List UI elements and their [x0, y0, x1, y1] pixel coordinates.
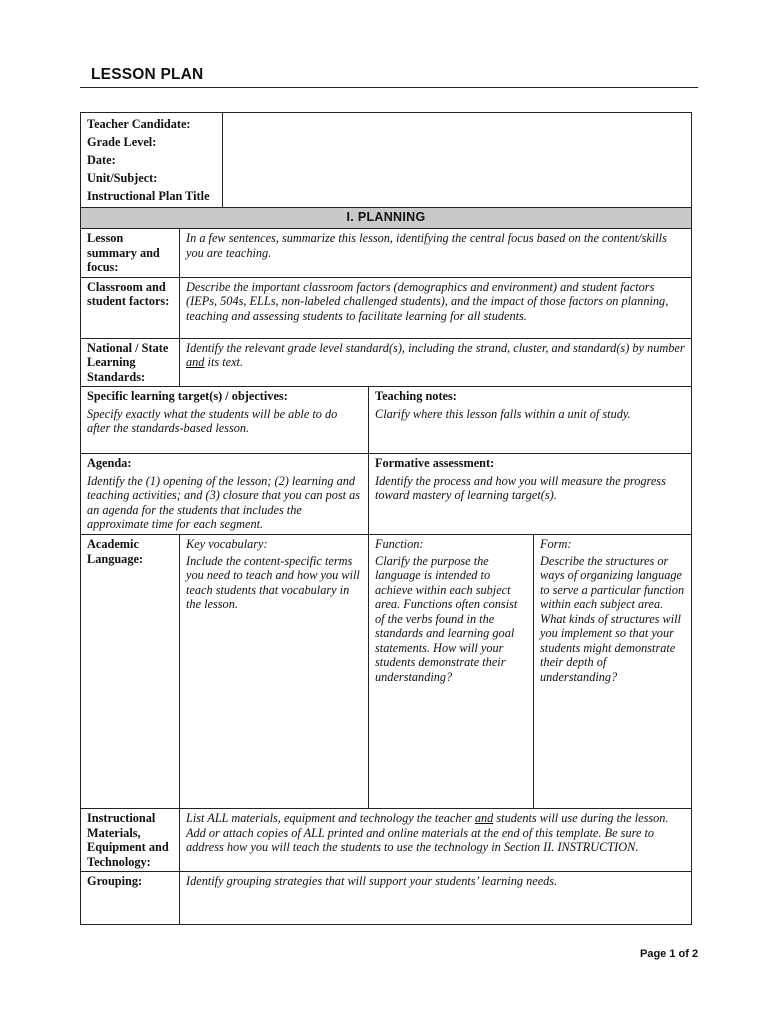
materials-text: [180, 809, 692, 872]
lesson-summary-text: In a few sentences, summarize this lesson, identifying the central focus based on the content/skills you are teaching.: [180, 229, 692, 278]
objectives-row: [81, 387, 692, 454]
materials-label: Instructional Materials, Equipment and Technology:: [81, 809, 180, 872]
function-cell: [369, 535, 534, 809]
form-heading: Form:: [540, 537, 572, 551]
info-labels-cell: [81, 113, 223, 208]
standards-text-after: its text.: [204, 355, 244, 369]
teacher-candidate-label: Teacher Candidate:: [87, 117, 191, 131]
grouping-label: Grouping:: [81, 872, 180, 925]
function-heading: Function:: [375, 537, 424, 551]
formative-assessment-text: Identify the process and how you will measure the progress toward mastery of learning target(s).: [375, 473, 666, 502]
grouping-row: [81, 872, 692, 925]
grouping-text: Identify grouping strategies that will support your students’ learning needs.: [180, 872, 692, 925]
agenda-label: Agenda:: [87, 456, 132, 470]
materials-text-before: List ALL materials, equipment and technology the teacher: [186, 811, 475, 825]
form-cell: [534, 535, 692, 809]
grade-level-label: Grade Level:: [87, 135, 157, 149]
teaching-notes-text: Clarify where this lesson falls within a unit of study.: [375, 406, 631, 421]
key-vocabulary-heading: Key vocabulary:: [186, 537, 268, 551]
key-vocabulary-cell: [180, 535, 369, 809]
formative-assessment-label: Formative assessment:: [375, 456, 495, 470]
materials-text-and: and: [474, 811, 494, 825]
classroom-factors-label: Classroom and student factors:: [81, 277, 180, 338]
function-text: Clarify the purpose the language is intended to achieve within each subject area. Functions often consist of the verbs found in the standards and learning goal statements. How will your students demonstrate their understanding?: [375, 553, 518, 684]
materials-row: [81, 809, 692, 872]
agenda-cell: [81, 454, 369, 535]
lesson-summary-label: Lesson summary and focus:: [81, 229, 180, 278]
teaching-notes-cell: [369, 387, 692, 454]
teaching-notes-label: Teaching notes:: [375, 389, 457, 403]
lesson-summary-row: [81, 229, 692, 278]
key-vocabulary-text: Include the content-specific terms you need to teach and how you will teach students that vocabulary in the lesson.: [186, 553, 360, 611]
title-divider: [80, 87, 698, 88]
info-row: [81, 113, 692, 208]
classroom-factors-text: Describe the important classroom factors (demographics and environment) and student factors (IEPs, 504s, ELLs, non-labeled challenged students), and the impact of those factors on planning, teaching and assessing students to facilitate learning for all students.: [180, 277, 692, 338]
formative-assessment-cell: [369, 454, 692, 535]
unit-subject-label: Unit/Subject:: [87, 171, 158, 185]
agenda-text: Identify the (1) opening of the lesson; (2) learning and teaching activities; and (3) closure that you can post as an agenda for the students that includes the approximate time for each segment.: [87, 473, 361, 531]
standards-row: [81, 338, 692, 387]
classroom-factors-row: [81, 277, 692, 338]
standards-text: [180, 338, 692, 387]
materials-text-after: students will use during the lesson. Add or attach copies of ALL printed and online materials at the end of this template. Be sure to address how you will teach the students to use the technology in Section II. INSTRUCTION.: [186, 811, 669, 854]
section-heading-planning: I. PLANNING: [81, 208, 692, 229]
standards-text-and: and: [186, 355, 205, 369]
form-text: Describe the structures or ways of organizing language to serve a particular function within each subject area. What kinds of structures will you implement so that your students might demonstrate their depth of understanding?: [540, 553, 685, 684]
academic-language-row: [81, 535, 692, 809]
objectives-label: Specific learning target(s) / objectives:: [87, 389, 288, 403]
date-label: Date:: [87, 153, 116, 167]
standards-text-before: Identify the relevant grade level standard(s), including the strand, cluster, and standard(s) by number: [186, 340, 685, 355]
objectives-text: Specify exactly what the students will be able to do after the standards-based lesson.: [87, 406, 338, 435]
page-number: Page 1 of 2: [640, 948, 699, 960]
info-values-cell: [223, 113, 692, 208]
standards-label: National / State Learning Standards:: [81, 338, 180, 387]
objectives-cell: [81, 387, 369, 454]
plan-title-label: Instructional Plan Title: [87, 189, 210, 203]
agenda-row: [81, 454, 692, 535]
page-title: LESSON PLAN: [91, 66, 204, 83]
academic-language-label: Academic Language:: [81, 535, 180, 809]
lesson-plan-table: [80, 112, 692, 925]
